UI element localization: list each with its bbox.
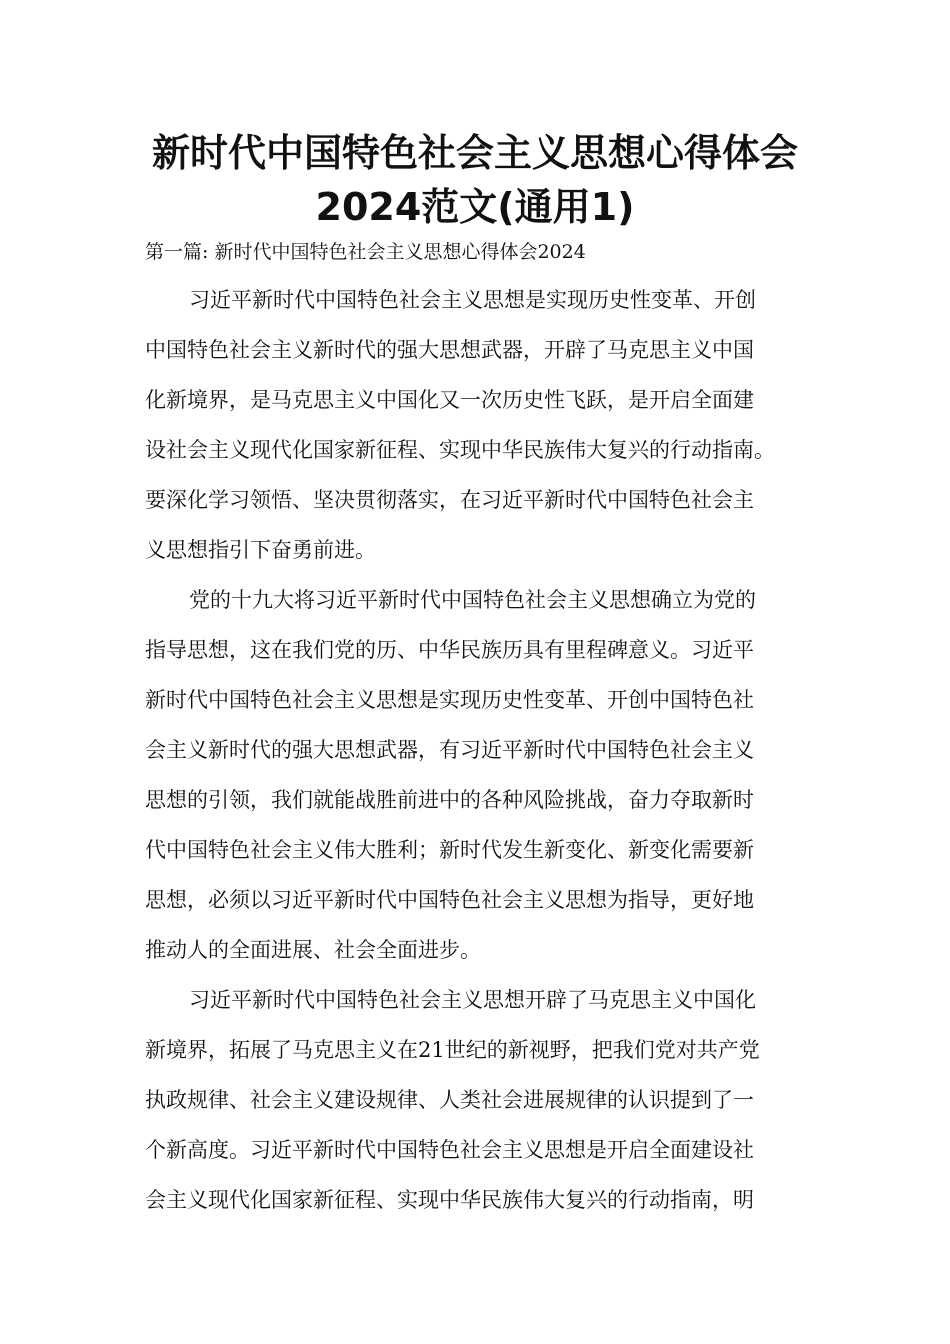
paragraph-3-line-5: 会主义现代化国家新征程、实现中华民族伟大复兴的行动指南，明 [145,1188,754,1212]
paragraph-1-line-6: 义思想指引下奋勇前进。 [145,538,376,562]
paragraph-2-line-2: 指导思想，这在我们党的历、中华民族历具有里程碑意义。习近平 [145,638,754,662]
paragraph-3-line-2: 新境界，拓展了马克思主义在21世纪的新视野，把我们党对共产党 [145,1038,760,1062]
paragraph-1-line-4: 设社会主义现代化国家新征程、实现中华民族伟大复兴的行动指南。 [145,438,775,462]
paragraph-2-line-8: 推动人的全面进展、社会全面进步。 [145,938,481,962]
paragraph-2-line-6: 代中国特色社会主义伟大胜利；新时代发生新变化、新变化需要新 [145,838,754,862]
paragraph-2-line-4: 会主义新时代的强大思想武器，有习近平新时代中国特色社会主义 [145,738,754,762]
paragraph-1-line-1: 习近平新时代中国特色社会主义思想是实现历史性变革、开创 [189,288,756,312]
paragraph-2-line-7: 思想，必须以习近平新时代中国特色社会主义思想为指导，更好地 [145,888,754,912]
paragraph-2-line-1: 党的十九大将习近平新时代中国特色社会主义思想确立为党的 [189,588,756,612]
paragraph-3-line-3: 执政规律、社会主义建设规律、人类社会进展规律的认识提到了一 [145,1088,754,1112]
paragraph-2-line-5: 思想的引领，我们就能战胜前进中的各种风险挑战，奋力夺取新时 [145,788,754,812]
section-subheading: 第一篇: 新时代中国特色社会主义思想心得体会2024 [145,241,586,263]
paragraph-1-line-5: 要深化学习领悟、坚决贯彻落实，在习近平新时代中国特色社会主 [145,488,754,512]
document-title-line-1: 新时代中国特色社会主义思想心得体会 [151,131,798,175]
paragraph-1-line-2: 中国特色社会主义新时代的强大思想武器，开辟了马克思主义中国 [145,338,754,362]
paragraph-3-line-4: 个新高度。习近平新时代中国特色社会主义思想是开启全面建设社 [145,1138,754,1162]
paragraph-1-line-3: 化新境界，是马克思主义中国化又一次历史性飞跃，是开启全面建 [145,388,754,412]
document-title-line-2: 2024范文(通用1) [315,185,635,229]
paragraph-2-line-3: 新时代中国特色社会主义思想是实现历史性变革、开创中国特色社 [145,688,754,712]
paragraph-3-line-1: 习近平新时代中国特色社会主义思想开辟了马克思主义中国化 [189,988,756,1012]
